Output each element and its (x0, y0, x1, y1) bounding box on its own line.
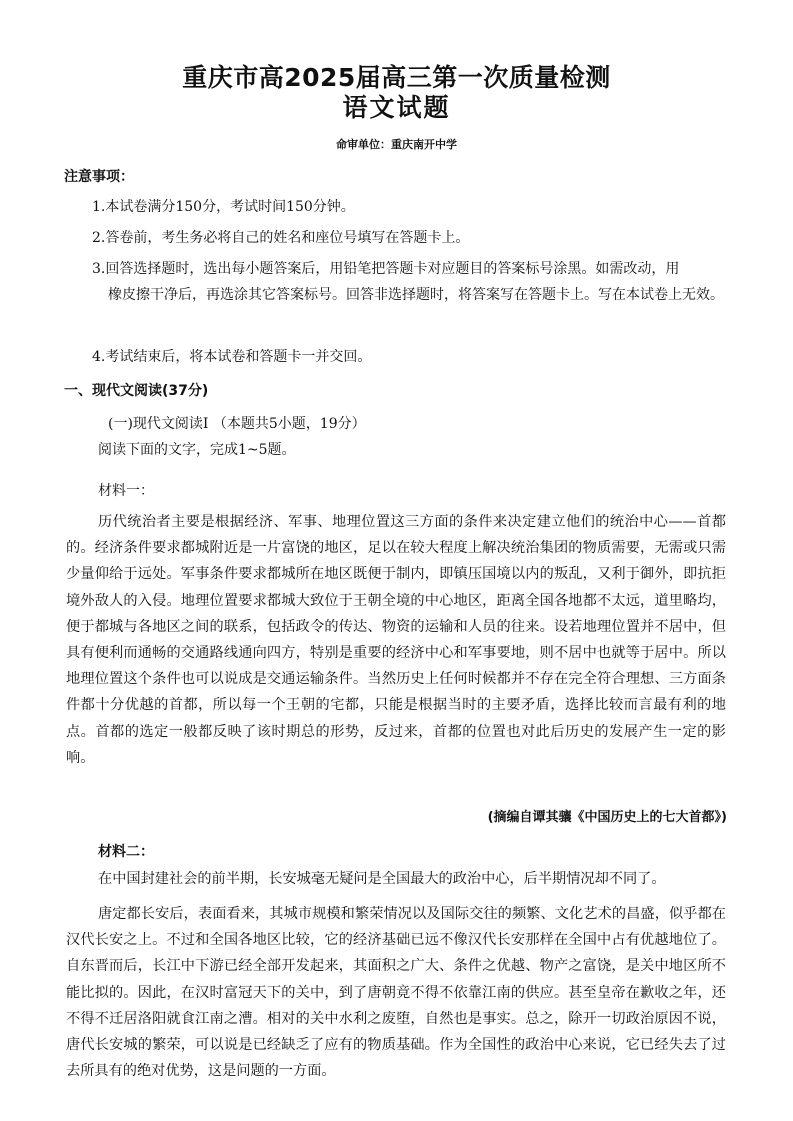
notice-item-number: 1. (92, 199, 106, 215)
material1-paragraph: 历代统治者主要是根据经济、军事、地理位置这三方面的条件来决定建立他们的统治中心——首都的。经济条件要求都城附近是一片富饶的地区，足以在较大程度上解决统治集团的物质需要，无需或只需少量仰给于远处。军事条件要求都城所在地区既便于制内，即镇压国境以内的叛乱，又利于御外，即抗拒境外敌人的入侵。地理位置要求都城大致位于王朝全境的中心地区，距离全国各地都不太远，道里略均，便于都城与各地区之间的联系，包括政令的传达、物资的运输和人员的往来。设若地理位置并不居中，但具有便利而通畅的交通路线通向四方，特别是重要的经济中心和军事要地，则不居中也就等于居中。所以地理位置这个条件也可以说成是交通运输条件。当然历史上任何时候都并不存在完全符合理想、三方面条件都十分优越的首都，所以每一个王朝的宅都，只能是根据当时的主要矛盾，选择比较而言最有利的地点。首都的选定一般都反映了该时期总的形势，反过来，首都的位置也对此后历史的发展产生一定的影响。 (66, 514, 726, 766)
exam-subject-title: 语文试题 (342, 93, 451, 122)
material2-label: 材料二： (98, 844, 154, 860)
exam-title: 重庆市高2025届高三第一次质量检测 (182, 63, 611, 92)
material1-source: (摘编自谭其骧《中国历史上的七大首都》) (487, 810, 727, 825)
notice-item-continuation: 橡皮擦干净后，再选涂其它答案标号。回答非选择题时，将答案写在答题卡上。写在本试卷上无效。 (108, 287, 724, 303)
setter-unit: 命审单位：重庆南开中学 (336, 138, 457, 151)
notice-item-1 (92, 194, 355, 220)
notice-item-2 (92, 225, 469, 251)
notice-item-4 (92, 344, 371, 370)
notice-item-number: 3. (92, 261, 106, 277)
notice-heading: 注意事项： (64, 169, 134, 185)
notice-item-number: 2. (92, 230, 106, 246)
material2-paragraph-1: 在中国封建社会的前半期，长安城毫无疑问是全国最大的政治中心，后半期情况却不同了。 (98, 871, 666, 887)
notice-item-text: 本试卷满分150分，考试时间150分钟。 (105, 199, 355, 215)
notice-item-text: 回答选择题时，选出每小题答案后，用铅笔把答题卡对应题目的答案标号涂黑。如需改动，用 (105, 261, 680, 277)
material2-paragraph-2: 唐定都长安后，表面看来，其城市规模和繁荣情况以及国际交往的频繁、文化艺术的昌盛，似乎都在汉代长安之上。不过和全国各地区比较，它的经济基础已远不像汉代长安那样在全国中占有优越地位了。自东晋而后，长江中下游已经全部开发起来，其面积之广大、条件之优越、物产之富饶，是关中地区所不能比拟的。因此，在汉时富冠天下的关中，到了唐朝竟不得不依靠江南的供应。甚至皇帝在歉收之年，还不得不迁居洛阳就食江南之漕。相对的关中水利之废堕，自然也是事实。总之，除开一切政治原因不说，唐代长安城的繁荣，可以说是已经缺乏了应有的物质基础。作为全国性的政治中心来说，它已经失去了过去所具有的绝对优势，这是问题的一方面。 (66, 906, 726, 1080)
notice-item-3 (92, 256, 732, 308)
subsection-heading: (一)现代文阅读I （本题共5小题，19分） (108, 416, 366, 432)
notice-item-text: 答卷前，考生务必将自己的姓名和座位号填写在答题卡上。 (105, 230, 470, 246)
notice-item-text: 考试结束后，将本试卷和答题卡一并交回。 (105, 349, 372, 365)
notice-item-number: 4. (92, 349, 106, 365)
material1-label: 材料一： (98, 483, 154, 499)
section-heading: 一、现代文阅读(37分) (64, 383, 209, 399)
reading-instruction: 阅读下面的文字，完成1~5题。 (98, 442, 296, 458)
